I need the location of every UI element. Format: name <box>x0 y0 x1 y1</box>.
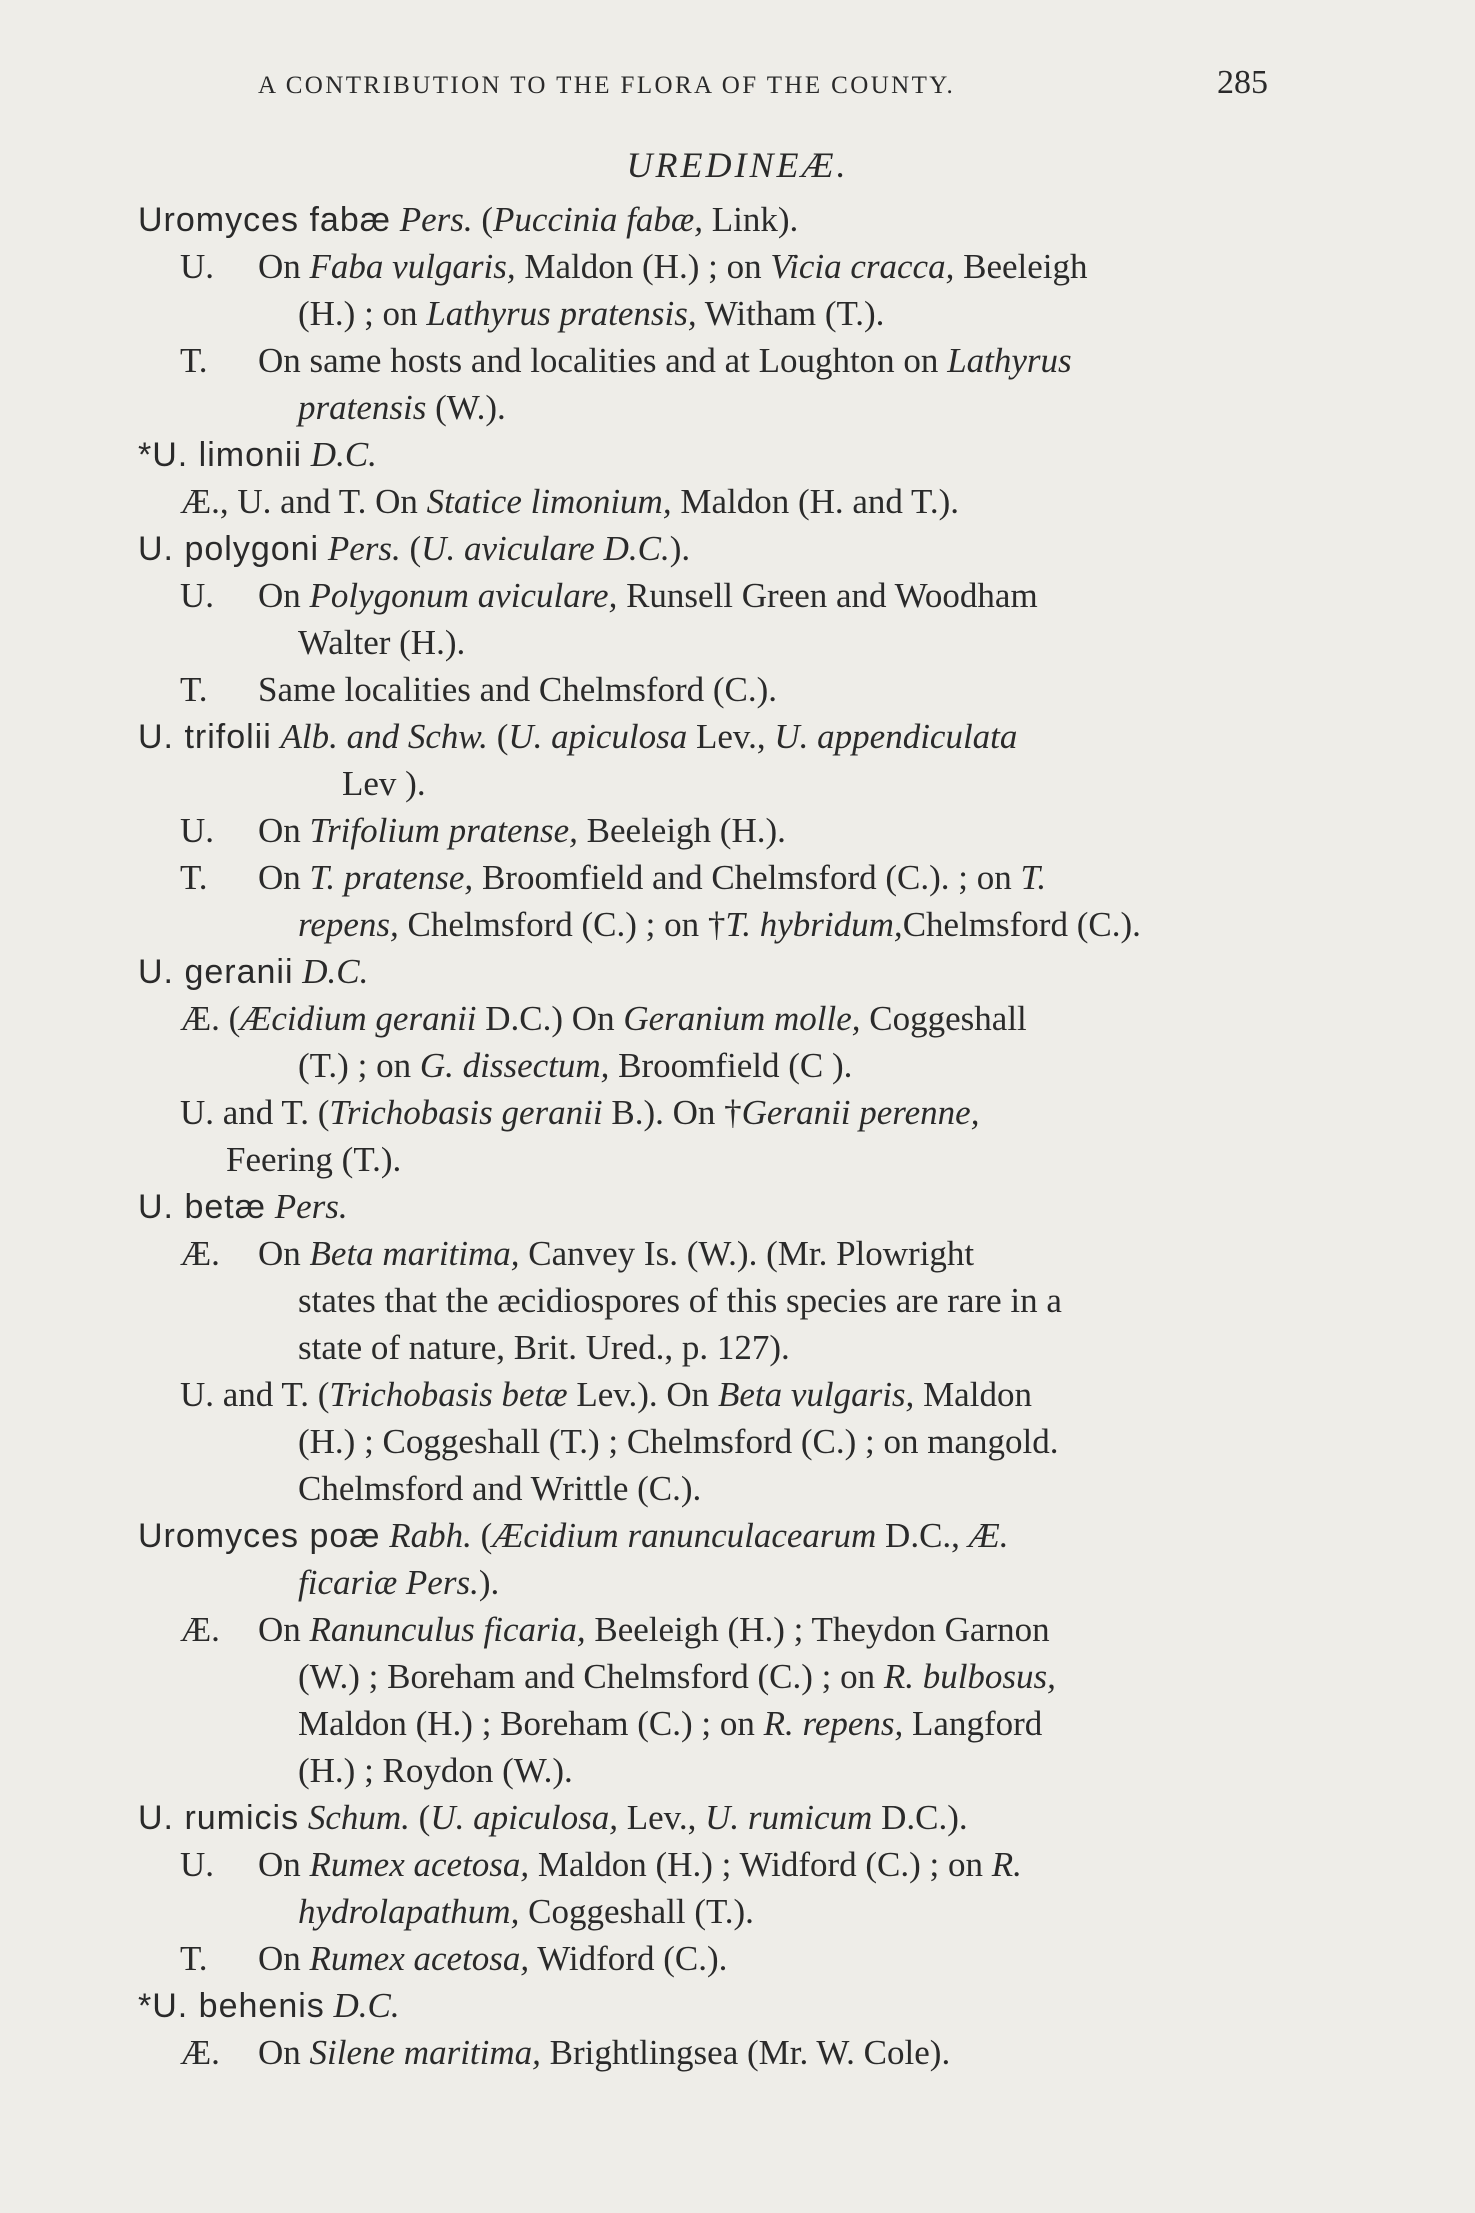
text-line <box>138 1418 1338 1465</box>
italic-text: T. hybridum, <box>725 905 903 944</box>
italic-text: T. <box>1020 858 1047 897</box>
line-text: ( <box>400 529 422 568</box>
text-line <box>138 1888 1338 1935</box>
italic-text: Polygonum aviculare, <box>309 576 618 615</box>
spore-stage: T. <box>180 670 208 709</box>
line-text: states that the æcidiospores of this species are rare in a <box>298 1281 1062 1320</box>
line-text: ( <box>472 200 494 239</box>
line-text: On <box>258 1234 310 1273</box>
running-header <box>258 66 1268 110</box>
line-text: Lev.). On <box>567 1375 718 1414</box>
italic-text: G. dissectum, <box>419 1046 610 1085</box>
section-title: UREDINEÆ. <box>626 145 849 185</box>
text-line <box>138 1465 1338 1512</box>
text-line <box>138 525 1338 572</box>
italic-text: Vicia cracca, <box>770 247 955 286</box>
text-line <box>138 1371 1338 1418</box>
italic-text: D.C. <box>302 952 369 991</box>
line-text: Same localities and Chelmsford (C.). <box>258 670 778 709</box>
italic-text: Schum. <box>307 1798 410 1837</box>
line-text: D.C.) On <box>476 999 624 1038</box>
line-text: On <box>258 1939 310 1978</box>
species-name: *U. behenis <box>138 1987 325 2025</box>
line-text <box>299 1798 308 1837</box>
italic-text: Puccinia fabæ, <box>493 200 703 239</box>
species-name: U. geranii <box>138 953 294 991</box>
line-text: (H.) ; on <box>298 294 427 333</box>
line-text: On <box>258 2033 310 2072</box>
species-name: U. betæ <box>138 1188 266 1226</box>
spore-stage: T. <box>180 341 208 380</box>
italic-text: Pers. <box>327 529 401 568</box>
text-line <box>138 337 1338 384</box>
line-text: (W.). <box>426 388 506 427</box>
italic-text: D.C. <box>333 1986 400 2025</box>
spore-stage: Æ. <box>180 2033 220 2072</box>
line-text <box>302 435 311 474</box>
text-line <box>138 1935 1338 1982</box>
text-line <box>138 854 1338 901</box>
line-text: On same hosts and localities and at Loughton on <box>258 341 948 380</box>
line-text: Canvey Is. (W.). (Mr. Plowright <box>519 1234 975 1273</box>
text-line <box>138 1183 1338 1230</box>
italic-text: Rumex acetosa, <box>309 1845 530 1884</box>
italic-text: Rabh. <box>389 1516 472 1555</box>
line-text: Link). <box>703 200 799 239</box>
species-name: *U. limonii <box>138 436 303 474</box>
line-text: Witham (T.). <box>696 294 885 333</box>
italic-text: U. apiculosa <box>508 717 688 756</box>
italic-text: Æcidium ranunculacearum <box>492 1516 877 1555</box>
spore-stage: T. <box>180 858 208 897</box>
italic-text: repens, <box>298 905 399 944</box>
text-line <box>138 1042 1338 1089</box>
text-line <box>138 807 1338 854</box>
line-text: Widford (C.). <box>529 1939 728 1978</box>
italic-text: T. pratense, <box>309 858 474 897</box>
line-text: ). <box>669 529 691 568</box>
line-text: Æ. ( <box>180 999 241 1038</box>
line-text: On <box>258 1610 310 1649</box>
italic-text: Lathyrus pratensis, <box>426 294 697 333</box>
italic-text: Statice limonium, <box>426 482 672 521</box>
line-text: D.C., <box>876 1516 969 1555</box>
line-text: Maldon (H.) ; Boreham (C.) ; on <box>298 1704 764 1743</box>
line-text: On <box>258 576 310 615</box>
italic-text: D.C. <box>310 435 377 474</box>
spore-stage: Æ. <box>180 1234 220 1273</box>
italic-text: Alb. and Schw. <box>280 717 488 756</box>
line-text: state of nature, Brit. Ured., p. 127). <box>298 1328 790 1367</box>
text-line <box>138 243 1338 290</box>
line-text: Chelmsford (C.). <box>902 905 1141 944</box>
line-text: Beeleigh (H.). <box>577 811 786 850</box>
line-text: Lev., <box>617 1798 706 1837</box>
text-line <box>138 619 1338 666</box>
text-line <box>138 1794 1338 1841</box>
text-line <box>138 1606 1338 1653</box>
italic-text: hydrolapathum, <box>298 1892 520 1931</box>
text-line <box>138 1747 1338 1794</box>
italic-text: R. repens, <box>763 1704 904 1743</box>
text-line <box>138 2029 1338 2076</box>
line-text: Maldon <box>914 1375 1032 1414</box>
italic-text: Trichobasis geranii <box>329 1093 603 1132</box>
text-line <box>138 478 1338 525</box>
line-text: Coggeshall (T.). <box>519 1892 754 1931</box>
line-text: Beeleigh (H.) ; Theydon Garnon <box>585 1610 1050 1649</box>
italic-text: U. appendiculata <box>774 717 1018 756</box>
species-list <box>138 196 1338 2076</box>
line-text: Broomfield and Chelmsford (C.). ; on <box>473 858 1021 897</box>
species-name: Uromyces poæ <box>138 1517 381 1555</box>
text-line <box>138 1841 1338 1888</box>
italic-text: U. aviculare D.C. <box>421 529 670 568</box>
page-number: 285 <box>1217 64 1268 101</box>
text-line <box>138 713 1338 760</box>
text-line <box>138 1277 1338 1324</box>
italic-text: Geranii perenne, <box>741 1093 980 1132</box>
line-text: U. and T. ( <box>180 1375 330 1414</box>
line-text: Beeleigh <box>954 247 1088 286</box>
italic-text: Silene maritima, <box>309 2033 541 2072</box>
italic-text: Æcidium geranii <box>240 999 477 1038</box>
text-line <box>138 431 1338 478</box>
italic-text: R. <box>991 1845 1022 1884</box>
text-line <box>138 666 1338 713</box>
line-text: On <box>258 1845 310 1884</box>
line-text: On <box>258 858 310 897</box>
spore-stage: U. <box>180 811 215 850</box>
line-text: Runsell Green and Woodham <box>617 576 1038 615</box>
line-text <box>381 1516 390 1555</box>
line-text: ( <box>471 1516 493 1555</box>
italic-text: Trichobasis betæ <box>329 1375 568 1414</box>
line-text: Broomfield (C ). <box>609 1046 853 1085</box>
line-text <box>319 529 328 568</box>
line-text: Lev., <box>687 717 775 756</box>
line-text: Coggeshall <box>860 999 1027 1038</box>
running-title: A CONTRIBUTION TO THE FLORA OF THE COUNTY. <box>258 72 956 99</box>
line-text: ). <box>478 1563 500 1602</box>
text-line <box>138 384 1338 431</box>
species-name: Uromyces fabæ <box>138 201 391 239</box>
italic-text: Æ. <box>968 1516 1009 1555</box>
line-text: Maldon (H.) ; on <box>515 247 771 286</box>
line-text: Langford <box>903 1704 1043 1743</box>
italic-text: Geranium molle, <box>623 999 861 1038</box>
italic-text: Trifolium pratense, <box>309 811 578 850</box>
line-text: Walter (H.). <box>298 623 466 662</box>
italic-text: Pers. <box>274 1187 348 1226</box>
text-line <box>138 995 1338 1042</box>
text-line <box>138 1089 1338 1136</box>
italic-text: R. bulbosus, <box>883 1657 1056 1696</box>
italic-text: Ranunculus ficaria, <box>309 1610 586 1649</box>
text-line <box>138 1982 1338 2029</box>
line-text: On <box>258 811 310 850</box>
line-text: ( <box>487 717 509 756</box>
text-line <box>138 1136 1338 1183</box>
italic-text: U. rumicum <box>705 1798 873 1837</box>
spore-stage: U. <box>180 1845 215 1884</box>
italic-text: Rumex acetosa, <box>309 1939 530 1978</box>
line-text: Maldon (H. and T.). <box>671 482 959 521</box>
text-line <box>138 1512 1338 1559</box>
line-text: (T.) ; on <box>298 1046 420 1085</box>
text-line <box>138 1653 1338 1700</box>
text-line <box>138 1700 1338 1747</box>
spore-stage: T. <box>180 1939 208 1978</box>
line-text <box>272 717 281 756</box>
line-text <box>391 200 400 239</box>
line-text <box>266 1187 275 1226</box>
line-text: Feering (T.). <box>226 1140 402 1179</box>
italic-text: Faba vulgaris, <box>309 247 516 286</box>
italic-text: ficariæ Pers. <box>298 1563 479 1602</box>
line-text: Brightlingsea (Mr. W. Cole). <box>540 2033 951 2072</box>
spore-stage: U. <box>180 576 215 615</box>
line-text: (W.) ; Boreham and Chelmsford (C.) ; on <box>298 1657 884 1696</box>
spore-stage: U. <box>180 247 215 286</box>
line-text: On <box>258 247 310 286</box>
text-line <box>138 901 1338 948</box>
line-text: B.). On † <box>602 1093 742 1132</box>
species-name: U. rumicis <box>138 1799 300 1837</box>
text-line <box>138 1230 1338 1277</box>
line-text: (H.) ; Roydon (W.). <box>298 1751 573 1790</box>
text-line <box>138 948 1338 995</box>
line-text: (H.) ; Coggeshall (T.) ; Chelmsford (C.) ; on mangold. <box>298 1422 1059 1461</box>
text-line <box>138 1324 1338 1371</box>
species-name: U. trifolii <box>138 718 272 756</box>
line-text: Lev ). <box>342 764 426 803</box>
text-line <box>138 290 1338 337</box>
line-text: Chelmsford (C.) ; on † <box>398 905 726 944</box>
italic-text: Pers. <box>399 200 473 239</box>
italic-text: Beta vulgaris, <box>717 1375 915 1414</box>
italic-text: U. apiculosa, <box>430 1798 618 1837</box>
text-line <box>138 196 1338 243</box>
line-text: ( <box>409 1798 431 1837</box>
italic-text: Lathyrus <box>947 341 1072 380</box>
text-line <box>138 760 1338 807</box>
line-text <box>325 1986 334 2025</box>
line-text: U. and T. ( <box>180 1093 330 1132</box>
text-line <box>138 572 1338 619</box>
italic-text: pratensis <box>298 388 427 427</box>
line-text: Æ., U. and T. On <box>180 482 427 521</box>
line-text: Maldon (H.) ; Widford (C.) ; on <box>529 1845 992 1884</box>
line-text: D.C.). <box>872 1798 968 1837</box>
species-name: U. polygoni <box>138 530 320 568</box>
italic-text: Beta maritima, <box>309 1234 520 1273</box>
spore-stage: Æ. <box>180 1610 220 1649</box>
text-line <box>138 1559 1338 1606</box>
line-text: Chelmsford and Writtle (C.). <box>298 1469 702 1508</box>
line-text <box>294 952 303 991</box>
